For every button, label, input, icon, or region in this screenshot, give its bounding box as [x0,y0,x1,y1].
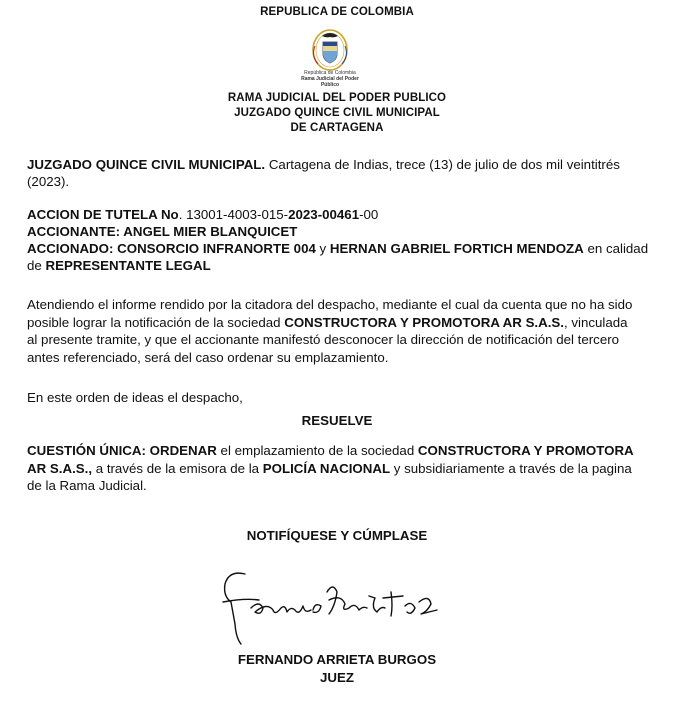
intro-line [27,156,620,173]
seal-text-republic: República de Colombia [304,70,356,76]
resolve-company: CONSTRUCTORA Y PROMOTORA AR S.A.S., [27,443,634,476]
court-title: JUZGADO QUINCE CIVIL MUNICIPAL [234,107,440,119]
case-number-bold: 2023-00461 [288,207,360,222]
defendant-line [27,240,648,257]
coat-of-arms-seal [300,26,360,88]
intro-year: (2023). [27,174,70,189]
coat-of-arms-icon [300,26,360,72]
resolve-police: POLICÍA NACIONAL [262,460,391,476]
defendant-label: ACCIONADO: CONSORCIO INFRANORTE 004 [27,241,316,256]
date-text: Cartagena de Indias, trece (13) de julio de dos mil veintitrés [265,157,620,172]
signature-icon [215,562,455,652]
city-title: DE CARTAGENA [290,122,384,134]
resolve-paragraph [27,442,641,495]
resolve-text-b: a través de la emisora de la [92,460,263,476]
handwritten-signature [215,562,455,652]
case-number-suffix: -00 [359,207,379,222]
body-paragraph [27,296,641,366]
plaintiff-line [27,223,297,240]
body-company: CONSTRUCTORA Y PROMOTORA AR S.A.S. [284,314,564,330]
case-number-line [27,206,378,223]
court-name: JUZGADO QUINCE CIVIL MUNICIPAL. [27,157,266,172]
body-transition: En este orden de ideas el despacho, [27,390,243,405]
defendant-person: HERNAN GABRIEL FORTICH MENDOZA [329,241,584,256]
role-label: REPRESENTANTE LEGAL [45,258,211,273]
signer-name: FERNANDO ARRIETA BURGOS [237,652,437,667]
case-number-prefix: . 13001-4003-015- [178,207,289,222]
resolve-text-c: y subsidiariamente a través de la pagina de la Rama Judicial. [27,460,632,493]
action-label: ACCION DE TUTELA No [27,207,179,222]
body-text-a: Atendiendo el informe rendido por la citadora del despacho, mediante el cual da cuenta que no ha sido posible lograr la notificación de la sociedad [27,297,633,330]
defendant-conjunction: y [315,241,330,256]
signer-title: JUEZ [320,670,354,685]
republic-title: REPUBLICA DE COLOMBIA [260,6,414,18]
notify-heading: NOTIFÍQUESE Y CÚMPLASE [246,528,428,543]
role-prefix: de [27,258,46,273]
seal-text-branch: Rama Judicial del Poder Público [301,76,359,88]
resolve-label: CUESTIÓN ÚNICA: ORDENAR [27,443,217,458]
resolve-text-a: el emplazamiento de la sociedad [216,443,418,458]
resolve-title: RESUELVE [301,413,373,428]
defendant-role-text: en calidad [583,241,649,256]
plaintiff-label: ACCIONANTE: ANGEL MIER BLANQUICET [27,224,298,239]
body-text-b: , vinculada al presente tramite, y que el accionante manifestó desconocer la dirección de notificación del tercero antes referenciado, será del caso ordenar su emplazamiento. [27,314,628,365]
role-line [27,257,211,274]
branch-title: RAMA JUDICIAL DEL PODER PUBLICO [227,92,447,104]
